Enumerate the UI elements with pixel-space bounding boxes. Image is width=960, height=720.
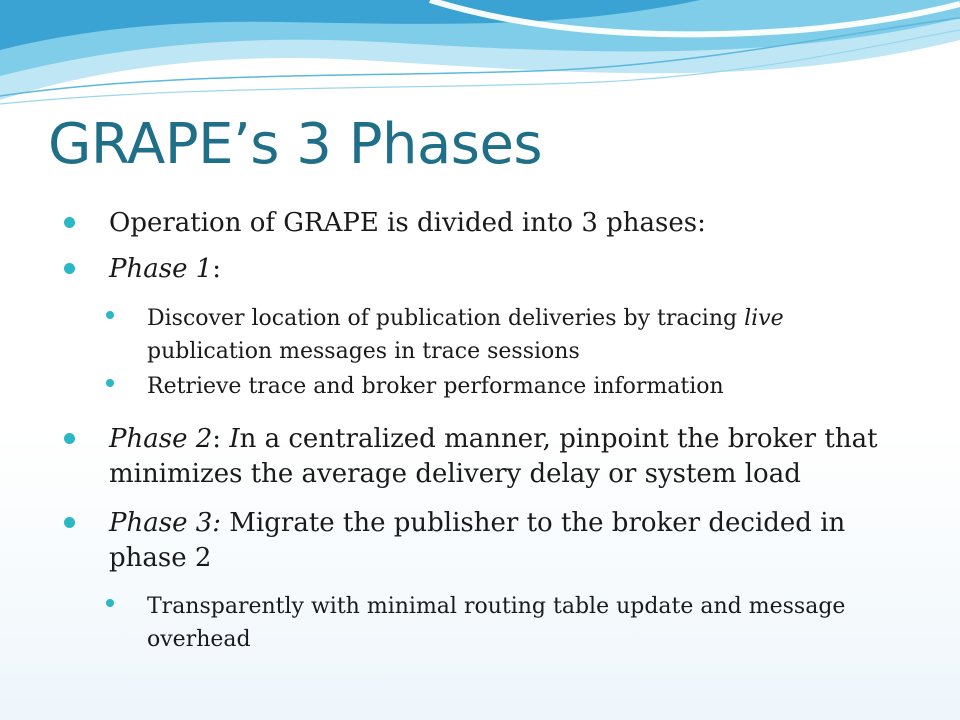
- bullet-text-part: I: [229, 424, 240, 454]
- bullet-text-part: Phase 1: [109, 254, 213, 284]
- bullet-text-part: Transparently with minimal routing table update and message overhead: [147, 594, 846, 652]
- slide-title: GRAPE’s 3 Phases: [48, 112, 543, 177]
- bullet-item-5: [0, 422, 960, 494]
- bullet-item-7: [0, 590, 960, 656]
- bullet-text-part: publication messages in trace sessions: [147, 339, 580, 364]
- bullet-text: [109, 206, 919, 241]
- bullet-dot-icon: [64, 217, 75, 228]
- bullet-dot-icon: [106, 311, 114, 319]
- wave-decoration: [0, 0, 960, 120]
- bullet-item-4: [0, 370, 960, 404]
- bullet-text-part: Phase 2: [109, 424, 213, 454]
- bullet-item-3: [0, 302, 960, 368]
- bullet-dot-icon: [106, 599, 114, 607]
- bullet-dot-icon: [64, 263, 75, 274]
- bullet-text: [109, 252, 919, 287]
- bullet-text-part: live: [744, 306, 784, 331]
- bullet-text: [109, 422, 919, 492]
- bullet-item-1: [0, 206, 960, 242]
- bullet-text: [147, 302, 887, 368]
- bullet-text-part: Operation of GRAPE is divided into 3 phases:: [109, 208, 706, 238]
- bullet-dot-icon: [64, 517, 75, 528]
- bullet-item-2: [0, 252, 960, 288]
- bullet-text: [147, 590, 887, 656]
- bullet-text: [147, 370, 887, 403]
- bullet-item-6: [0, 506, 960, 578]
- bullet-text-part: :: [212, 424, 230, 454]
- bullet-dot-icon: [64, 433, 75, 444]
- bullet-dot-icon: [106, 379, 114, 387]
- bullet-text-part: Retrieve trace and broker performance information: [147, 374, 724, 399]
- bullet-text-part: Phase 3:: [109, 508, 222, 538]
- bullet-text-part: :: [212, 254, 222, 284]
- bullet-text-part: n a centralized manner, pinpoint the broker that minimizes the average delivery delay or system load: [109, 424, 878, 489]
- bullet-text-part: Migrate the publisher to the broker decided in phase 2: [109, 508, 846, 573]
- bullet-text: [109, 506, 919, 576]
- bullet-text-part: Discover location of publication deliveries by tracing: [147, 306, 745, 331]
